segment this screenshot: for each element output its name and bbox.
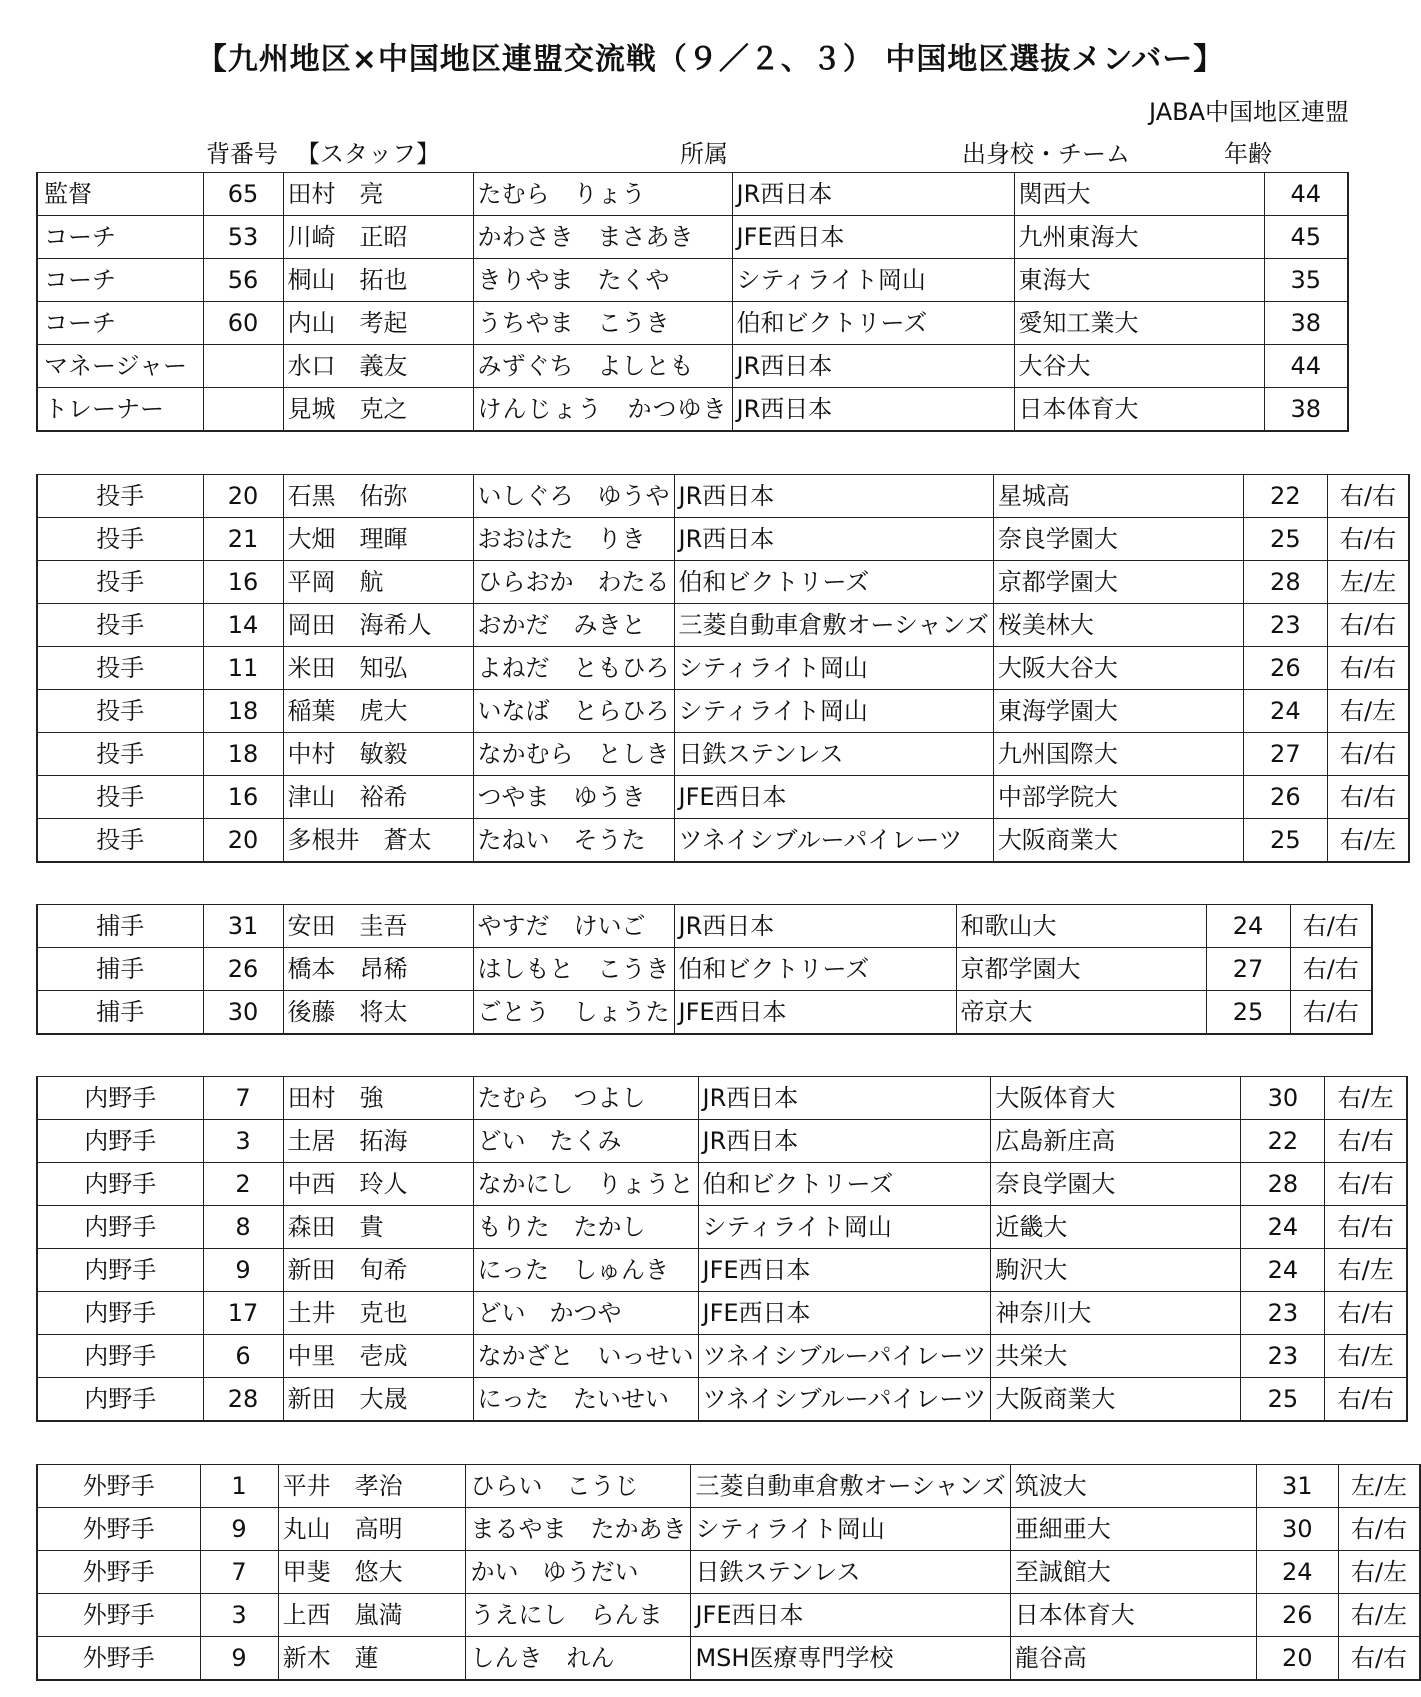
cell-reading: ごとう しょうた (473, 991, 674, 1035)
table-row (37, 819, 1409, 863)
cell-hand: 右/右 (1290, 905, 1372, 948)
cell-age: 30 (1241, 1077, 1325, 1120)
cell-number: 30 (203, 991, 283, 1035)
table-row (37, 1637, 1420, 1681)
cell-team: JFE西日本 (698, 1249, 991, 1292)
cell-age: 28 (1243, 561, 1327, 604)
cell-school: 龍谷高 (1010, 1637, 1256, 1681)
cell-school: 関西大 (1014, 173, 1264, 216)
infielders-table (36, 1076, 1408, 1422)
table-row (37, 905, 1372, 948)
cell-position: 投手 (37, 604, 203, 647)
cell-number: 2 (203, 1163, 283, 1206)
cell-hand: 右/右 (1327, 475, 1409, 518)
cell-age: 24 (1206, 905, 1290, 948)
cell-school: 大阪商業大 (993, 819, 1243, 863)
cell-age: 30 (1256, 1508, 1338, 1551)
cell-school: 駒沢大 (991, 1249, 1241, 1292)
cell-hand: 右/右 (1327, 518, 1409, 561)
cell-school: 京都学園大 (993, 561, 1243, 604)
table-row (37, 1378, 1407, 1422)
cell-school: 大谷大 (1014, 345, 1264, 388)
cell-team: 伯和ビクトリーズ (674, 948, 956, 991)
cell-reading: たむら つよし (473, 1077, 698, 1120)
page-title: 【九州地区×中国地区連盟交流戦（９／２、３） 中国地区選抜メンバー】 (196, 42, 1225, 77)
cell-hand: 右/右 (1325, 1163, 1407, 1206)
cell-team: シティライト岡山 (698, 1206, 991, 1249)
cell-age: 24 (1241, 1206, 1325, 1249)
cell-school: 九州国際大 (993, 733, 1243, 776)
cell-age: 24 (1243, 690, 1327, 733)
cell-name: 土井 克也 (283, 1292, 473, 1335)
cell-name: 甲斐 悠大 (278, 1551, 466, 1594)
cell-reading: うえにし らんま (466, 1594, 691, 1637)
cell-position: 内野手 (37, 1163, 203, 1206)
table-row (37, 1120, 1407, 1163)
cell-name: 新木 蓮 (278, 1637, 466, 1681)
cell-reading: ひらい こうじ (466, 1465, 691, 1508)
cell-hand: 右/左 (1325, 1249, 1407, 1292)
table-row (37, 647, 1409, 690)
cell-reading: かわさき まさあき (473, 216, 732, 259)
cell-team: JR西日本 (698, 1077, 991, 1120)
table-row (37, 948, 1372, 991)
table-row (37, 991, 1372, 1035)
cell-reading: よねだ ともひろ (473, 647, 674, 690)
cell-position: 投手 (37, 518, 203, 561)
cell-position: 外野手 (37, 1465, 200, 1508)
cell-position: 外野手 (37, 1551, 200, 1594)
cell-position: 外野手 (37, 1508, 200, 1551)
cell-number: 16 (203, 776, 283, 819)
header-age: 年齢 (1224, 140, 1272, 168)
cell-team: ツネイシブルーパイレーツ (698, 1335, 991, 1378)
cell-school: 奈良学園大 (991, 1163, 1241, 1206)
cell-hand: 右/右 (1339, 1508, 1420, 1551)
cell-number: 28 (203, 1378, 283, 1422)
cell-school: 帝京大 (956, 991, 1206, 1035)
cell-team: 伯和ビクトリーズ (732, 302, 1014, 345)
header-number: 背番号 (206, 140, 278, 168)
table-row (37, 216, 1348, 259)
cell-name: 森田 貴 (283, 1206, 473, 1249)
table-row (37, 1206, 1407, 1249)
cell-name: 新田 旬希 (283, 1249, 473, 1292)
cell-hand: 右/右 (1290, 991, 1372, 1035)
table-row (37, 604, 1409, 647)
cell-reading: なかむら としき (473, 733, 674, 776)
cell-number: 21 (203, 518, 283, 561)
cell-age: 25 (1243, 819, 1327, 863)
cell-age: 24 (1241, 1249, 1325, 1292)
cell-name: 丸山 高明 (278, 1508, 466, 1551)
cell-position: 内野手 (37, 1120, 203, 1163)
cell-team: MSH医療専門学校 (691, 1637, 1010, 1681)
cell-hand: 右/左 (1327, 690, 1409, 733)
cell-reading: はしもと こうき (473, 948, 674, 991)
cell-age: 26 (1256, 1594, 1338, 1637)
cell-team: 伯和ビクトリーズ (698, 1163, 991, 1206)
cell-hand: 右/左 (1325, 1077, 1407, 1120)
cell-number: 20 (203, 475, 283, 518)
cell-hand: 右/右 (1327, 776, 1409, 819)
outfielders-table (36, 1464, 1421, 1681)
cell-position: トレーナー (37, 388, 203, 432)
catchers-table (36, 904, 1373, 1035)
cell-number: 9 (200, 1637, 278, 1681)
cell-number: 16 (203, 561, 283, 604)
table-row (37, 1465, 1420, 1508)
cell-age: 22 (1243, 475, 1327, 518)
cell-hand: 右/右 (1327, 733, 1409, 776)
table-row (37, 1594, 1420, 1637)
cell-name: 安田 圭吾 (283, 905, 473, 948)
cell-position: 捕手 (37, 948, 203, 991)
cell-name: 中西 玲人 (283, 1163, 473, 1206)
cell-school: 筑波大 (1010, 1465, 1256, 1508)
cell-number: 6 (203, 1335, 283, 1378)
cell-number: 7 (203, 1077, 283, 1120)
cell-name: 田村 強 (283, 1077, 473, 1120)
cell-team: シティライト岡山 (691, 1508, 1010, 1551)
cell-name: 川崎 正昭 (283, 216, 473, 259)
cell-hand: 右/右 (1339, 1637, 1420, 1681)
cell-number: 56 (203, 259, 283, 302)
cell-position: 捕手 (37, 905, 203, 948)
cell-position: 投手 (37, 776, 203, 819)
cell-name: 橋本 昂稀 (283, 948, 473, 991)
table-row (37, 1163, 1407, 1206)
cell-hand: 右/右 (1325, 1206, 1407, 1249)
cell-name: 中村 敏毅 (283, 733, 473, 776)
cell-number (203, 345, 283, 388)
cell-school: 星城高 (993, 475, 1243, 518)
table-row (37, 1551, 1420, 1594)
cell-team: 伯和ビクトリーズ (674, 561, 993, 604)
cell-reading: たむら りょう (473, 173, 732, 216)
table-row (37, 173, 1348, 216)
cell-position: 監督 (37, 173, 203, 216)
cell-position: 投手 (37, 819, 203, 863)
cell-hand: 右/右 (1325, 1120, 1407, 1163)
cell-number: 3 (200, 1594, 278, 1637)
cell-position: 捕手 (37, 991, 203, 1035)
cell-reading: おおはた りき (473, 518, 674, 561)
cell-school: 至誠館大 (1010, 1551, 1256, 1594)
cell-reading: どい かつや (473, 1292, 698, 1335)
cell-school: 奈良学園大 (993, 518, 1243, 561)
cell-school: 愛知工業大 (1014, 302, 1264, 345)
cell-team: JR西日本 (732, 388, 1014, 432)
cell-school: 日本体育大 (1014, 388, 1264, 432)
staff-table (36, 172, 1349, 432)
cell-position: 投手 (37, 690, 203, 733)
cell-age: 38 (1264, 388, 1348, 432)
table-row (37, 518, 1409, 561)
cell-reading: まるやま たかあき (466, 1508, 691, 1551)
cell-number: 9 (203, 1249, 283, 1292)
cell-number: 20 (203, 819, 283, 863)
cell-reading: いなば とらひろ (473, 690, 674, 733)
cell-team: シティライト岡山 (674, 690, 993, 733)
cell-position: 外野手 (37, 1594, 200, 1637)
cell-reading: けんじょう かつゆき (473, 388, 732, 432)
cell-number: 1 (200, 1465, 278, 1508)
cell-position: 内野手 (37, 1378, 203, 1422)
cell-number: 53 (203, 216, 283, 259)
cell-name: 石黒 佑弥 (283, 475, 473, 518)
cell-number: 17 (203, 1292, 283, 1335)
table-row (37, 475, 1409, 518)
table-row (37, 302, 1348, 345)
cell-position: 外野手 (37, 1637, 200, 1681)
cell-name: 桐山 拓也 (283, 259, 473, 302)
cell-reading: たねい そうた (473, 819, 674, 863)
cell-position: コーチ (37, 259, 203, 302)
cell-reading: やすだ けいご (473, 905, 674, 948)
cell-hand: 右/左 (1327, 819, 1409, 863)
cell-position: 内野手 (37, 1206, 203, 1249)
cell-school: 大阪商業大 (991, 1378, 1241, 1422)
cell-hand: 右/右 (1325, 1378, 1407, 1422)
cell-reading: なかざと いっせい (473, 1335, 698, 1378)
cell-reading: かい ゆうだい (466, 1551, 691, 1594)
cell-position: 内野手 (37, 1249, 203, 1292)
cell-reading: みずぐち よしとも (473, 345, 732, 388)
table-row (37, 776, 1409, 819)
cell-team: JFE西日本 (674, 991, 956, 1035)
cell-hand: 右/左 (1339, 1551, 1420, 1594)
cell-number: 60 (203, 302, 283, 345)
cell-age: 26 (1243, 647, 1327, 690)
cell-age: 35 (1264, 259, 1348, 302)
cell-school: 桜美林大 (993, 604, 1243, 647)
table-row (37, 561, 1409, 604)
cell-reading: つやま ゆうき (473, 776, 674, 819)
cell-age: 45 (1264, 216, 1348, 259)
cell-school: 京都学園大 (956, 948, 1206, 991)
cell-reading: どい たくみ (473, 1120, 698, 1163)
cell-name: 田村 亮 (283, 173, 473, 216)
table-row (37, 388, 1348, 432)
cell-name: 上西 嵐満 (278, 1594, 466, 1637)
cell-number: 18 (203, 690, 283, 733)
cell-name: 平岡 航 (283, 561, 473, 604)
cell-team: JR西日本 (698, 1120, 991, 1163)
cell-hand: 右/右 (1327, 604, 1409, 647)
cell-name: 平井 孝治 (278, 1465, 466, 1508)
cell-age: 44 (1264, 345, 1348, 388)
cell-number: 14 (203, 604, 283, 647)
cell-school: 亜細亜大 (1010, 1508, 1256, 1551)
cell-reading: にった たいせい (473, 1378, 698, 1422)
cell-name: 土居 拓海 (283, 1120, 473, 1163)
cell-school: 大阪体育大 (991, 1077, 1241, 1120)
table-row (37, 733, 1409, 776)
cell-age: 28 (1241, 1163, 1325, 1206)
cell-position: 投手 (37, 475, 203, 518)
table-row (37, 1508, 1420, 1551)
cell-hand: 右/左 (1339, 1594, 1420, 1637)
cell-team: JR西日本 (674, 475, 993, 518)
cell-name: 津山 裕希 (283, 776, 473, 819)
cell-name: 中里 壱成 (283, 1335, 473, 1378)
cell-school: 広島新庄高 (991, 1120, 1241, 1163)
cell-team: JR西日本 (732, 345, 1014, 388)
cell-age: 24 (1256, 1551, 1338, 1594)
cell-reading: うちやま こうき (473, 302, 732, 345)
cell-reading: ひらおか わたる (473, 561, 674, 604)
cell-number: 65 (203, 173, 283, 216)
cell-team: JFE西日本 (691, 1594, 1010, 1637)
cell-reading: いしぐろ ゆうや (473, 475, 674, 518)
cell-name: 内山 考起 (283, 302, 473, 345)
table-row (37, 345, 1348, 388)
cell-position: マネージャー (37, 345, 203, 388)
cell-hand: 右/右 (1325, 1292, 1407, 1335)
cell-age: 27 (1243, 733, 1327, 776)
cell-school: 中部学院大 (993, 776, 1243, 819)
cell-team: 三菱自動車倉敷オーシャンズ (674, 604, 993, 647)
table-row (37, 1335, 1407, 1378)
cell-team: ツネイシブルーパイレーツ (698, 1378, 991, 1422)
cell-number: 18 (203, 733, 283, 776)
cell-name: 見城 克之 (283, 388, 473, 432)
table-row (37, 1249, 1407, 1292)
cell-age: 25 (1206, 991, 1290, 1035)
cell-school: 東海学園大 (993, 690, 1243, 733)
cell-number: 31 (203, 905, 283, 948)
header-affiliation: 所属 (680, 140, 728, 168)
cell-age: 22 (1241, 1120, 1325, 1163)
cell-school: 神奈川大 (991, 1292, 1241, 1335)
cell-position: コーチ (37, 302, 203, 345)
table-row (37, 259, 1348, 302)
cell-name: 新田 大晟 (283, 1378, 473, 1422)
cell-name: 多根井 蒼太 (283, 819, 473, 863)
cell-position: コーチ (37, 216, 203, 259)
table-row (37, 1292, 1407, 1335)
cell-reading: にった しゅんき (473, 1249, 698, 1292)
cell-name: 後藤 将太 (283, 991, 473, 1035)
cell-school: 大阪大谷大 (993, 647, 1243, 690)
cell-name: 稲葉 虎大 (283, 690, 473, 733)
cell-age: 26 (1243, 776, 1327, 819)
cell-age: 38 (1264, 302, 1348, 345)
cell-school: 共栄大 (991, 1335, 1241, 1378)
cell-team: JFE西日本 (698, 1292, 991, 1335)
cell-age: 44 (1264, 173, 1348, 216)
cell-hand: 右/左 (1325, 1335, 1407, 1378)
cell-team: JR西日本 (674, 518, 993, 561)
cell-number: 26 (203, 948, 283, 991)
cell-position: 内野手 (37, 1335, 203, 1378)
cell-team: ツネイシブルーパイレーツ (674, 819, 993, 863)
cell-school: 近畿大 (991, 1206, 1241, 1249)
cell-hand: 左/左 (1339, 1465, 1420, 1508)
cell-name: 大畑 理暉 (283, 518, 473, 561)
cell-number: 3 (203, 1120, 283, 1163)
cell-hand: 右/右 (1290, 948, 1372, 991)
cell-school: 東海大 (1014, 259, 1264, 302)
cell-age: 23 (1243, 604, 1327, 647)
cell-team: 日鉄ステンレス (674, 733, 993, 776)
cell-team: JFE西日本 (674, 776, 993, 819)
cell-position: 投手 (37, 733, 203, 776)
cell-age: 31 (1256, 1465, 1338, 1508)
cell-number: 7 (200, 1551, 278, 1594)
cell-team: シティライト岡山 (732, 259, 1014, 302)
cell-age: 23 (1241, 1335, 1325, 1378)
cell-reading: もりた たかし (473, 1206, 698, 1249)
cell-team: 三菱自動車倉敷オーシャンズ (691, 1465, 1010, 1508)
cell-team: JR西日本 (674, 905, 956, 948)
cell-team: JR西日本 (732, 173, 1014, 216)
cell-age: 20 (1256, 1637, 1338, 1681)
pitchers-table (36, 474, 1410, 863)
organization-label: JABA中国地区連盟 (1149, 98, 1349, 126)
cell-position: 内野手 (37, 1292, 203, 1335)
cell-school: 日本体育大 (1010, 1594, 1256, 1637)
cell-age: 25 (1243, 518, 1327, 561)
cell-number (203, 388, 283, 432)
cell-name: 水口 義友 (283, 345, 473, 388)
cell-reading: しんき れん (466, 1637, 691, 1681)
cell-hand: 左/左 (1327, 561, 1409, 604)
cell-reading: おかだ みきと (473, 604, 674, 647)
cell-position: 内野手 (37, 1077, 203, 1120)
cell-number: 11 (203, 647, 283, 690)
cell-number: 9 (200, 1508, 278, 1551)
header-school: 出身校・チーム (962, 140, 1130, 168)
cell-age: 23 (1241, 1292, 1325, 1335)
cell-reading: きりやま たくや (473, 259, 732, 302)
cell-age: 27 (1206, 948, 1290, 991)
cell-name: 米田 知弘 (283, 647, 473, 690)
cell-team: 日鉄ステンレス (691, 1551, 1010, 1594)
cell-reading: なかにし りょうと (473, 1163, 698, 1206)
cell-number: 8 (203, 1206, 283, 1249)
cell-hand: 右/右 (1327, 647, 1409, 690)
cell-school: 和歌山大 (956, 905, 1206, 948)
table-row (37, 690, 1409, 733)
cell-name: 岡田 海希人 (283, 604, 473, 647)
table-row (37, 1077, 1407, 1120)
header-staff: 【スタッフ】 (296, 140, 440, 168)
cell-age: 25 (1241, 1378, 1325, 1422)
cell-position: 投手 (37, 647, 203, 690)
cell-position: 投手 (37, 561, 203, 604)
cell-team: JFE西日本 (732, 216, 1014, 259)
cell-school: 九州東海大 (1014, 216, 1264, 259)
cell-team: シティライト岡山 (674, 647, 993, 690)
